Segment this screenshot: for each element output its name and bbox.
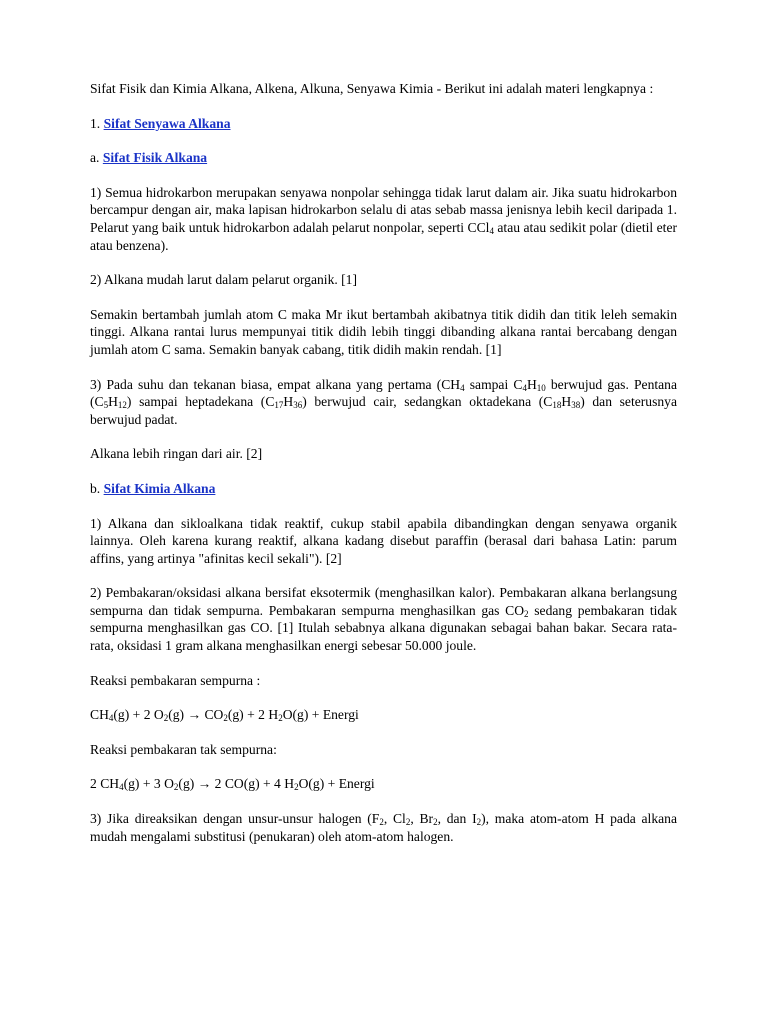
fisik-paragraph-1: 1) Semua hidrokarbon merupakan senyawa nonpolar sehingga tidak larut dalam air. Jika suatu hidrokarbon bercampur dengan air, maka lapisan hidrokarbon selalu di atas sebab massa jenisnya lebih kecil daripada 1. Pelarut yang baik untuk hidrokarbon adalah pelarut nonpolar, seperti CCl$_4$ atau atau sedikit polar (dietil eter atau benzena).	[90, 184, 678, 253]
fisik-paragraph-4: 3) Pada suhu dan tekanan biasa, empat alkana yang pertama ($CH_4$ sampai $C_4H_{10}$ berwujud gas. Pentana $(C_5H_{12})$ sampai heptadekana $(C_{17}H_{36})$ berwujud cair, sedangkan oktadekana $(C_{18}H_{38})$ dan seterusnya berwujud padat.	[90, 376, 678, 427]
equation-pembakaran-sempurna: $CH_4(g) + 2$ $O_2(g) \to CO_2(g) + 2$ $H_2O(g)$ + Energi	[90, 707, 359, 724]
sifat-senyawa-alkana-link[interactable]: Sifat Senyawa Alkana	[103, 115, 231, 131]
section-a-heading	[90, 149, 677, 167]
section-b-number: b.	[90, 480, 101, 496]
fisik-paragraph-3: Semakin bertambah jumlah atom C maka Mr ikut bertambah akibatnya titik didih dan titik leleh semakin tinggi. Alkana rantai lurus mempunyai titik didih lebih tinggi dibanding alkana rantai bercabang dengan jumlah atom C sama. Semakin banyak cabang, titik didih makin rendah. [1]	[90, 306, 677, 357]
section-b-heading	[90, 480, 677, 498]
fisik-paragraph-2: 2) Alkana mudah larut dalam pelarut organik. [1]	[90, 272, 358, 288]
section-1-number: 1.	[90, 115, 101, 131]
fisik-paragraph-5: Alkana lebih ringan dari air. [2]	[90, 446, 263, 462]
intro-paragraph: Sifat Fisik dan Kimia Alkana, Alkena, Alkuna, Senyawa Kimia - Berikut ini adalah materi lengkapnya :	[90, 81, 654, 96]
equation-pembakaran-tak-sempurna: 2 $CH_4(g) + 3$ $O_2(g) \to 2$ CO(g) + 4 $H_2O(g)$ + Energi	[90, 776, 375, 793]
kimia-paragraph-3: 3) Jika direaksikan dengan unsur-unsur halogen ($F_2$, $Cl_2$, $Br_2$, dan $I_2$), maka atom-atom H pada alkana mudah mengalami substitusi (penukaran) oleh atom-atom halogen.	[90, 811, 677, 844]
kimia-paragraph-1: 1) Alkana dan sikloalkana tidak reaktif, cukup stabil apabila dibandingkan dengan senyawa organik lainnya. Oleh karena kurang reaktif, alkana kadang disebut paraffin (berasal dari bahasa Latin: parum affins, yang artinya "afinitas kecil sekali"). [2]	[90, 515, 677, 566]
section-a-number: a.	[90, 150, 100, 166]
sifat-fisik-alkana-link[interactable]: Sifat Fisik Alkana	[102, 150, 208, 166]
label-pembakaran-sempurna: Reaksi pembakaran sempurna :	[90, 672, 261, 688]
label-pembakaran-tak-sempurna: Reaksi pembakaran tak sempurna:	[90, 741, 277, 757]
section-1-heading	[90, 115, 677, 133]
sifat-kimia-alkana-link[interactable]: Sifat Kimia Alkana	[103, 480, 216, 496]
kimia-paragraph-2: 2) Pembakaran/oksidasi alkana bersifat eksotermik (menghasilkan kalor). Pembakaran alkana berlangsung sempurna dan tidak sempurna. Pembakaran sempurna menghasilkan gas $CO_2$ sedang pembakaran tidak sempurna menghasilkan gas CO. [1] Itulah sebabnya alkana digunakan sebagai bahan bakar. Secara rata-rata, oksidasi 1 gram alkana menghasilkan energi sebesar 50.000 joule.	[90, 585, 677, 654]
document-page	[90, 80, 677, 862]
